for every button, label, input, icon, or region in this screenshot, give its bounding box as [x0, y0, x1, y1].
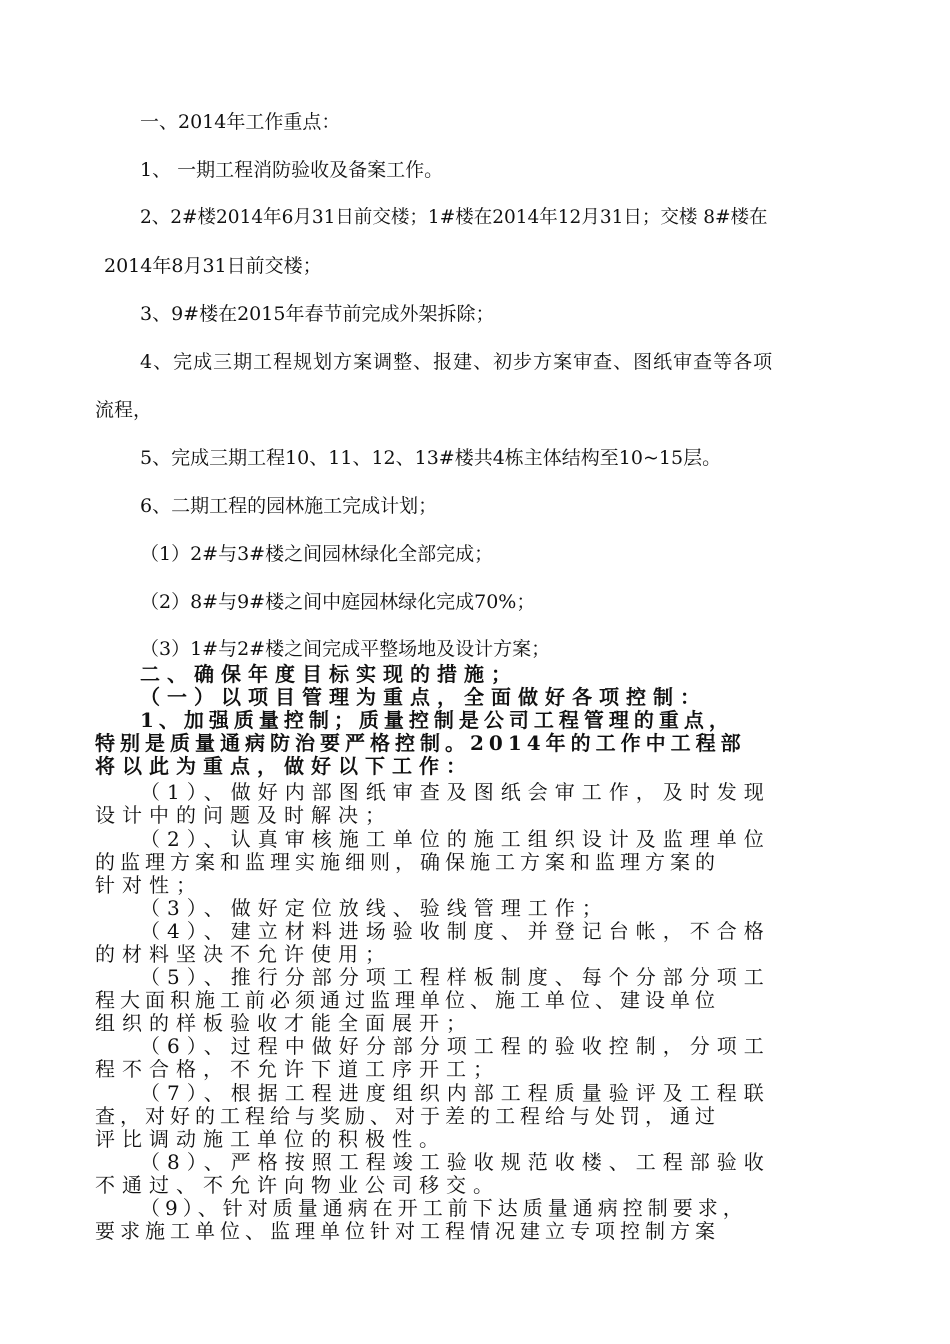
quality-line: （5）、推行分部分项工程样板制度、每个分部分项工	[140, 965, 771, 989]
para-1-line-2: 特别是质量通病防治要严格控制。2014年的工作中工程部	[95, 731, 746, 755]
quality-line: 程大面积施工前必须通过监理单位、施工单位、建设单位	[95, 988, 720, 1012]
quality-line: （8）、严格按照工程竣工验收规范收楼、工程部验收	[140, 1150, 771, 1174]
item-1: 1、 一期工程消防验收及备案工作。	[140, 159, 444, 181]
quality-line: （1）、做好内部图纸审查及图纸会审工作，及时发现	[140, 780, 771, 804]
quality-line: 组织的样板验收才能全面展开；	[95, 1011, 473, 1035]
quality-line: 不通过、不允许向物业公司移交。	[95, 1173, 500, 1197]
item-2-line-1: 2、2#楼2014年6月31日前交楼；1#楼在2014年12月31日；交楼 8#楼在	[140, 207, 768, 228]
quality-line: 针对性；	[95, 873, 203, 897]
item-3: 3、9#楼在2015年春节前完成外架拆除；	[140, 303, 495, 325]
quality-line: 设计中的问题及时解决；	[95, 803, 392, 827]
section-2-subtitle: （一）以项目管理为重点，全面做好各项控制：	[140, 685, 707, 709]
item-5: 5、完成三期工程10、11、12、13#楼共4栋主体结构至10~15层。	[140, 447, 722, 469]
quality-line: 程不合格，不允许下道工序开工；	[95, 1057, 500, 1081]
para-1-line-3: 将以此为重点，做好以下工作：	[95, 754, 473, 778]
quality-line: （4）、建立材料进场验收制度、并登记台帐，不合格	[140, 919, 771, 943]
quality-line: 的监理方案和监理实施细则，确保施工方案和监理方案的	[95, 850, 720, 874]
quality-line: 评比调动施工单位的积极性。	[95, 1127, 446, 1151]
item-6-sub-3: （3）1#与2#楼之间完成平整场地及设计方案；	[140, 638, 551, 660]
item-6: 6、二期工程的园林施工完成计划；	[140, 495, 438, 517]
section-2-title: 二、确保年度目标实现的措施；	[140, 662, 518, 686]
quality-line: 要求施工单位、监理单位针对工程情况建立专项控制方案	[95, 1219, 720, 1243]
item-4-line-2: 流程，	[95, 399, 153, 421]
quality-line: （7）、根据工程进度组织内部工程质量验评及工程联	[140, 1081, 771, 1105]
item-6-sub-2: （2）8#与9#楼之间中庭园林绿化完成70%；	[140, 591, 536, 613]
quality-line: （3）、做好定位放线、验线管理工作；	[140, 896, 609, 920]
section-1-title: 一、2014年工作重点：	[140, 111, 341, 133]
item-2-line-2: 2014年8月31日前交楼；	[104, 255, 322, 277]
item-6-sub-1: （1）2#与3#楼之间园林绿化全部完成；	[140, 543, 494, 565]
quality-line: 查，对好的工程给与奖励、对于差的工程给与处罚，通过	[95, 1104, 720, 1128]
quality-line: 的材料坚决不允许使用；	[95, 942, 392, 966]
para-1-line-1: 1、加强质量控制；质量控制是公司工程管理的重点，	[140, 708, 734, 732]
item-4-line-1: 4、完成三期工程规划方案调整、报建、初步方案审查、图纸审查等各项	[140, 351, 774, 373]
quality-line: （6）、过程中做好分部分项工程的验收控制，分项工	[140, 1034, 771, 1058]
quality-line: （9）、针对质量通病在开工前下达质量通病控制要求，	[140, 1196, 748, 1220]
quality-line: （2）、认真审核施工单位的施工组织设计及监理单位	[140, 827, 771, 851]
